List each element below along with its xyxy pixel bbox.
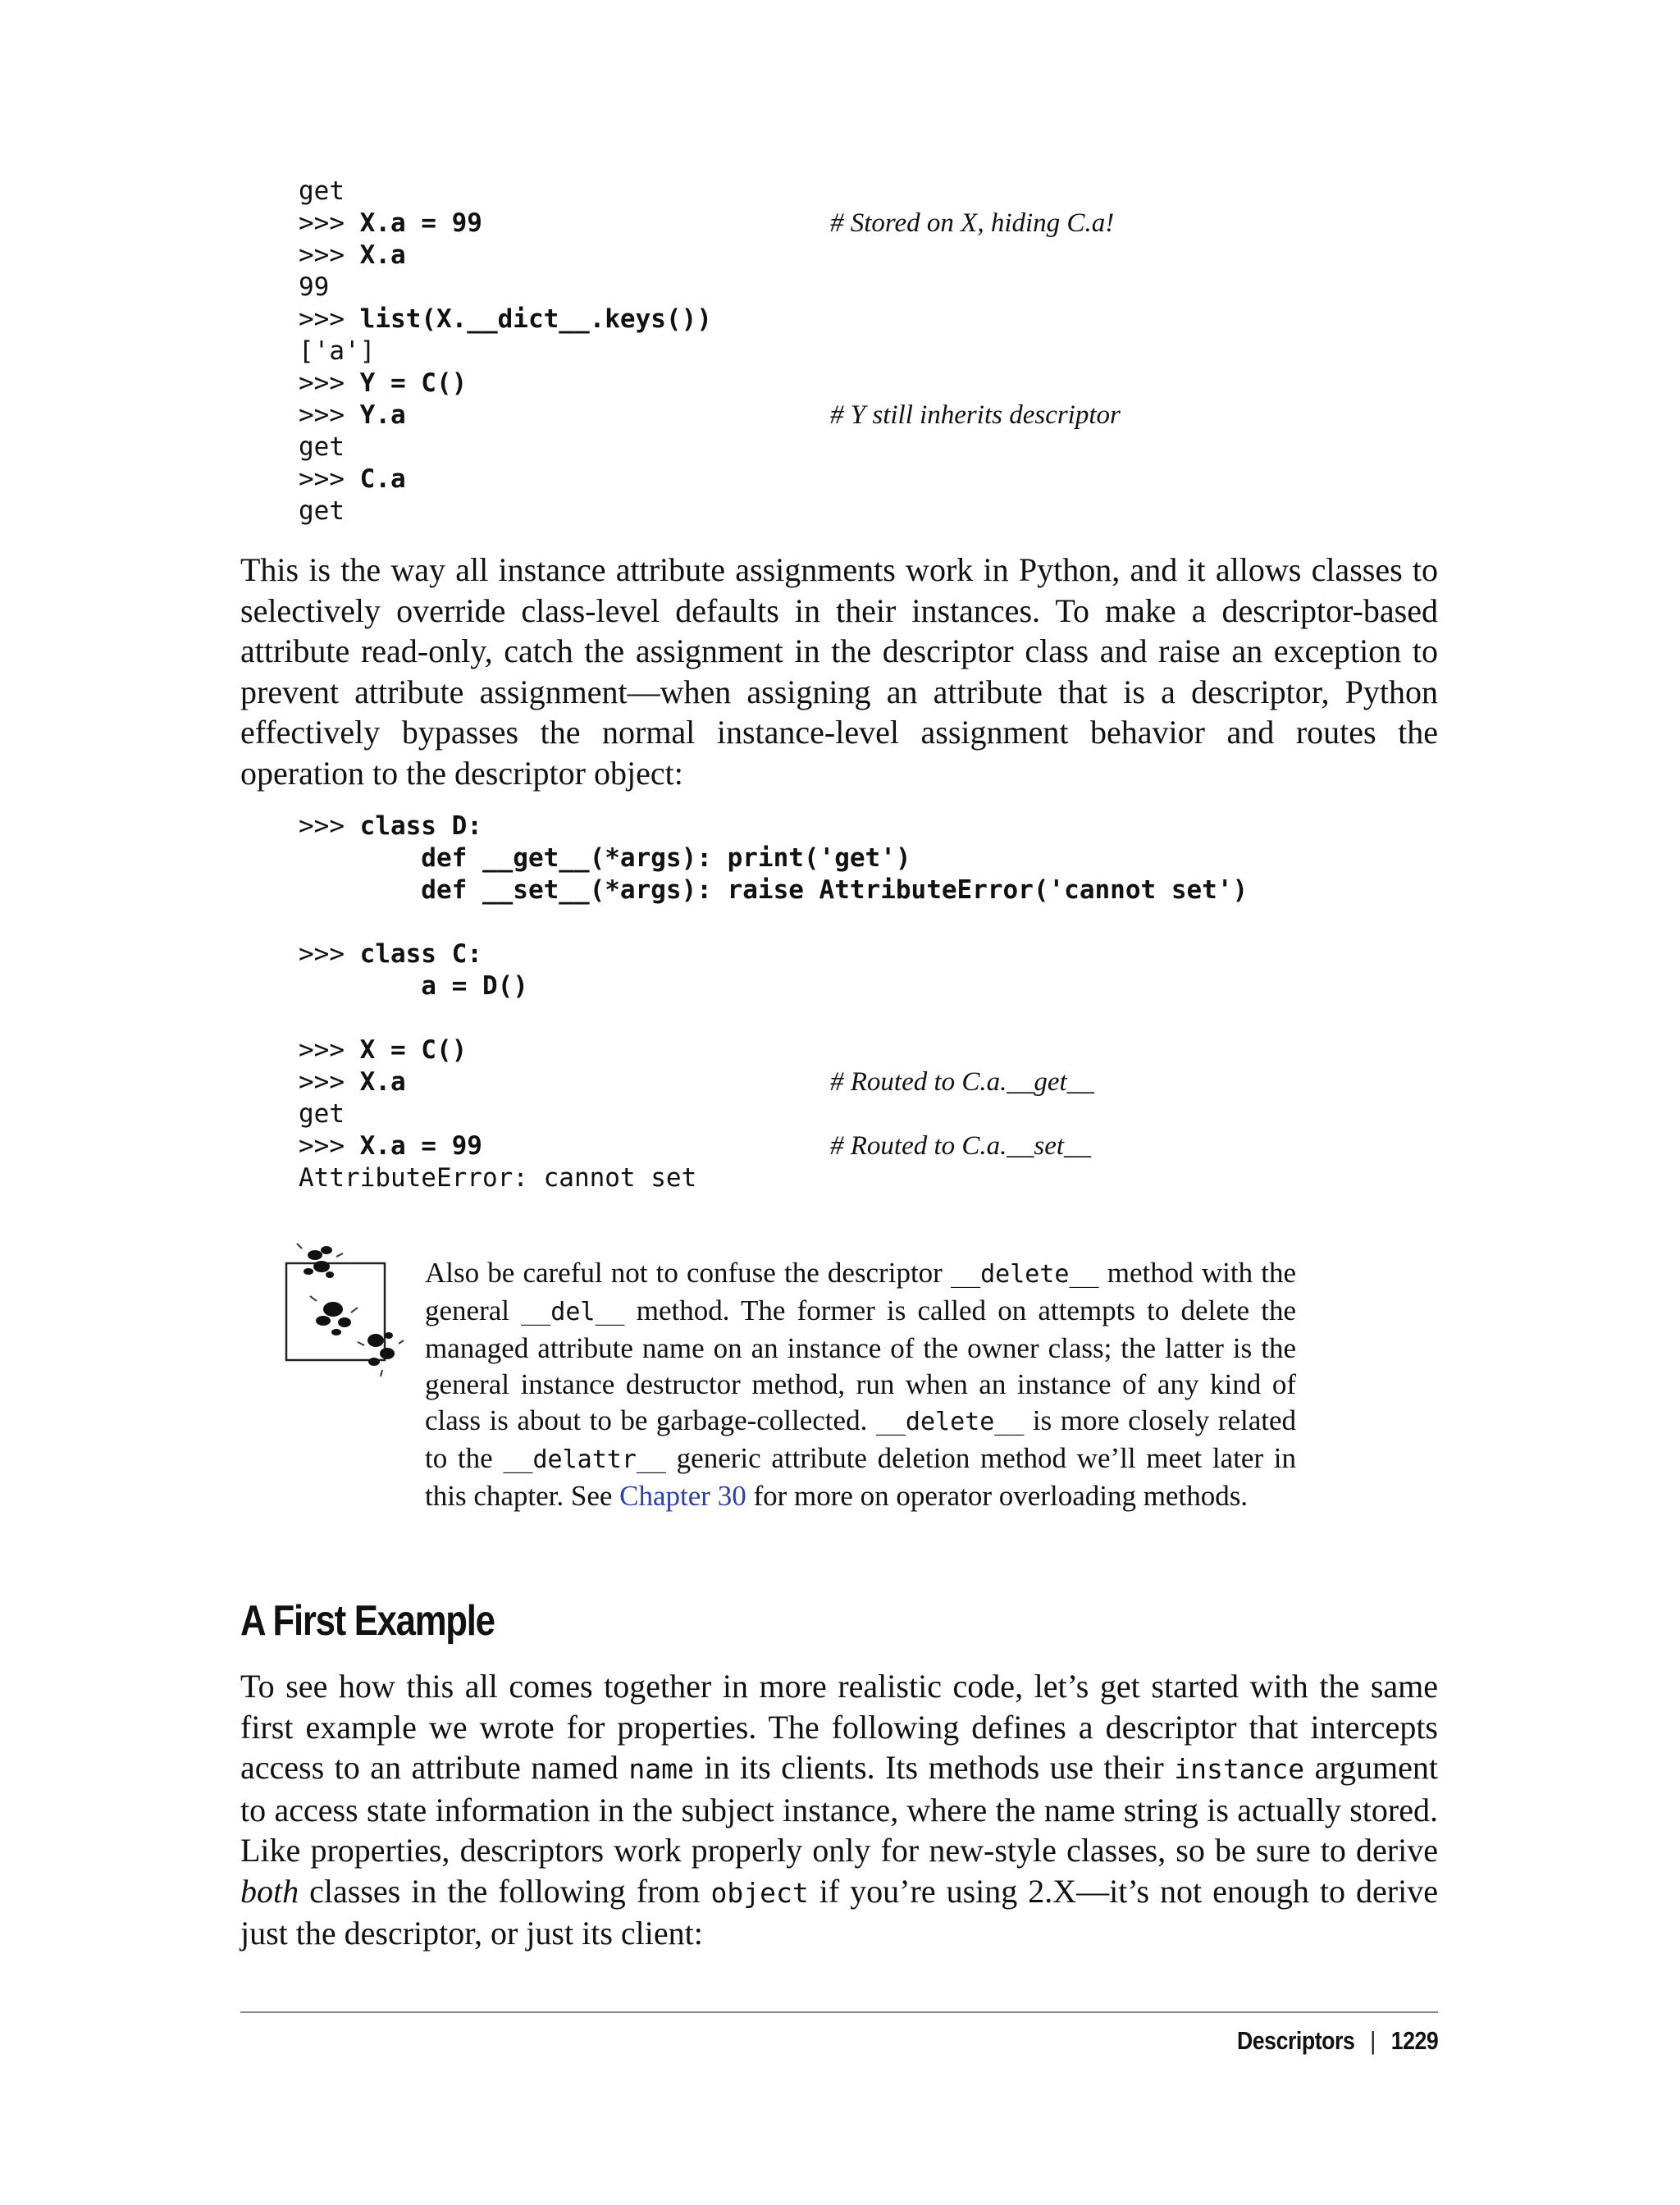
- code-line: >>> class D:: [299, 811, 482, 841]
- running-section-title: Descriptors: [1236, 2026, 1355, 2055]
- page-footer: [1237, 2026, 1438, 2056]
- code-line: get: [299, 496, 345, 526]
- section-heading: A First Example: [240, 1597, 495, 1645]
- code-line: >>> Y.a # Y still inherits descriptor: [299, 400, 1121, 430]
- code-line: get: [299, 1099, 345, 1129]
- code-comment: # Stored on X, hiding C.a!: [830, 208, 1115, 238]
- code-comment: # Routed to C.a.__set__: [830, 1131, 1092, 1161]
- code-line: >>> Y = C(): [299, 368, 468, 398]
- code-line: >>> X.a = 99 # Stored on X, hiding C.a!: [299, 208, 1115, 238]
- chapter-30-link[interactable]: Chapter 30: [619, 1480, 746, 1512]
- code-line: >>> X.a: [299, 240, 406, 270]
- code-block-1: [299, 176, 1121, 527]
- body-paragraph: To see how this all comes together in more realistic code, let’s get started with the same first example we wrote for properties. The following defines a descriptor that intercepts access to an attribute named name in its clients. Its methods use their instance argument to access state information in the subject instance, where the name string is actually stored. Like properties, descriptors work properly only for new-style classes, so be sure to derive both classes in the following from object if you’re using 2.X—it’s not enough to derive just the descriptor, or just its client:: [240, 1668, 1438, 1952]
- code-line: def __get__(*args): print('get'): [299, 843, 911, 873]
- tip-note: Also be careful not to confuse the descriptor __delete__ method with the general __del__ method. The former is called on attempts to delete the managed attribute name on an instance of the owner class; the latter is the general instance destructor method, run when an instance of any kind of class is about to be garbage-collected. __delete__ is more closely related to the __delattr__ generic attribute deletion method we’ll meet later in this chapter. See Chapter 30 for more on operator overloading methods.: [425, 1257, 1296, 1512]
- code-line: >>> X.a # Routed to C.a.__get__: [299, 1067, 1094, 1097]
- page-number: 1229: [1390, 2026, 1438, 2055]
- code-line: get: [299, 432, 345, 462]
- code-line: >>> C.a: [299, 464, 406, 494]
- code-comment: # Routed to C.a.__get__: [830, 1067, 1094, 1097]
- footer-separator: |: [1369, 2026, 1376, 2055]
- code-line: def __set__(*args): raise AttributeError('cannot set'): [299, 875, 1249, 905]
- code-line: >>> class C:: [299, 939, 482, 969]
- footer-divider: [240, 2011, 1438, 2013]
- code-line: ['a']: [299, 336, 376, 366]
- code-blank-line: [299, 906, 1248, 938]
- code-line: a = D(): [299, 971, 528, 1001]
- bird-scrolls-tip-icon: [284, 1239, 407, 1378]
- code-line: >>> list(X.__dict__.keys()): [299, 304, 712, 334]
- code-line: AttributeError: cannot set: [299, 1163, 697, 1193]
- code-blank-line: [299, 1002, 1248, 1034]
- code-block-2: [299, 810, 1248, 1194]
- code-line: >>> X = C(): [299, 1035, 468, 1065]
- code-line: >>> X.a = 99 # Routed to C.a.__set__: [299, 1131, 1092, 1161]
- code-comment: # Y still inherits descriptor: [830, 400, 1121, 430]
- code-line: 99: [299, 272, 330, 302]
- code-line: get: [299, 176, 345, 206]
- body-paragraph: This is the way all instance attribute assignments work in Python, and it allows classes to selectively override class-level defaults in their instances. To make a descriptor-based attribute read-only, catch the assignment in the descriptor class and raise an exception to prevent attribute assignment—when assigning an attribute that is a descriptor, Python effectively bypasses the normal instance-level assignment behavior and routes the operation to the descriptor object:: [240, 551, 1438, 792]
